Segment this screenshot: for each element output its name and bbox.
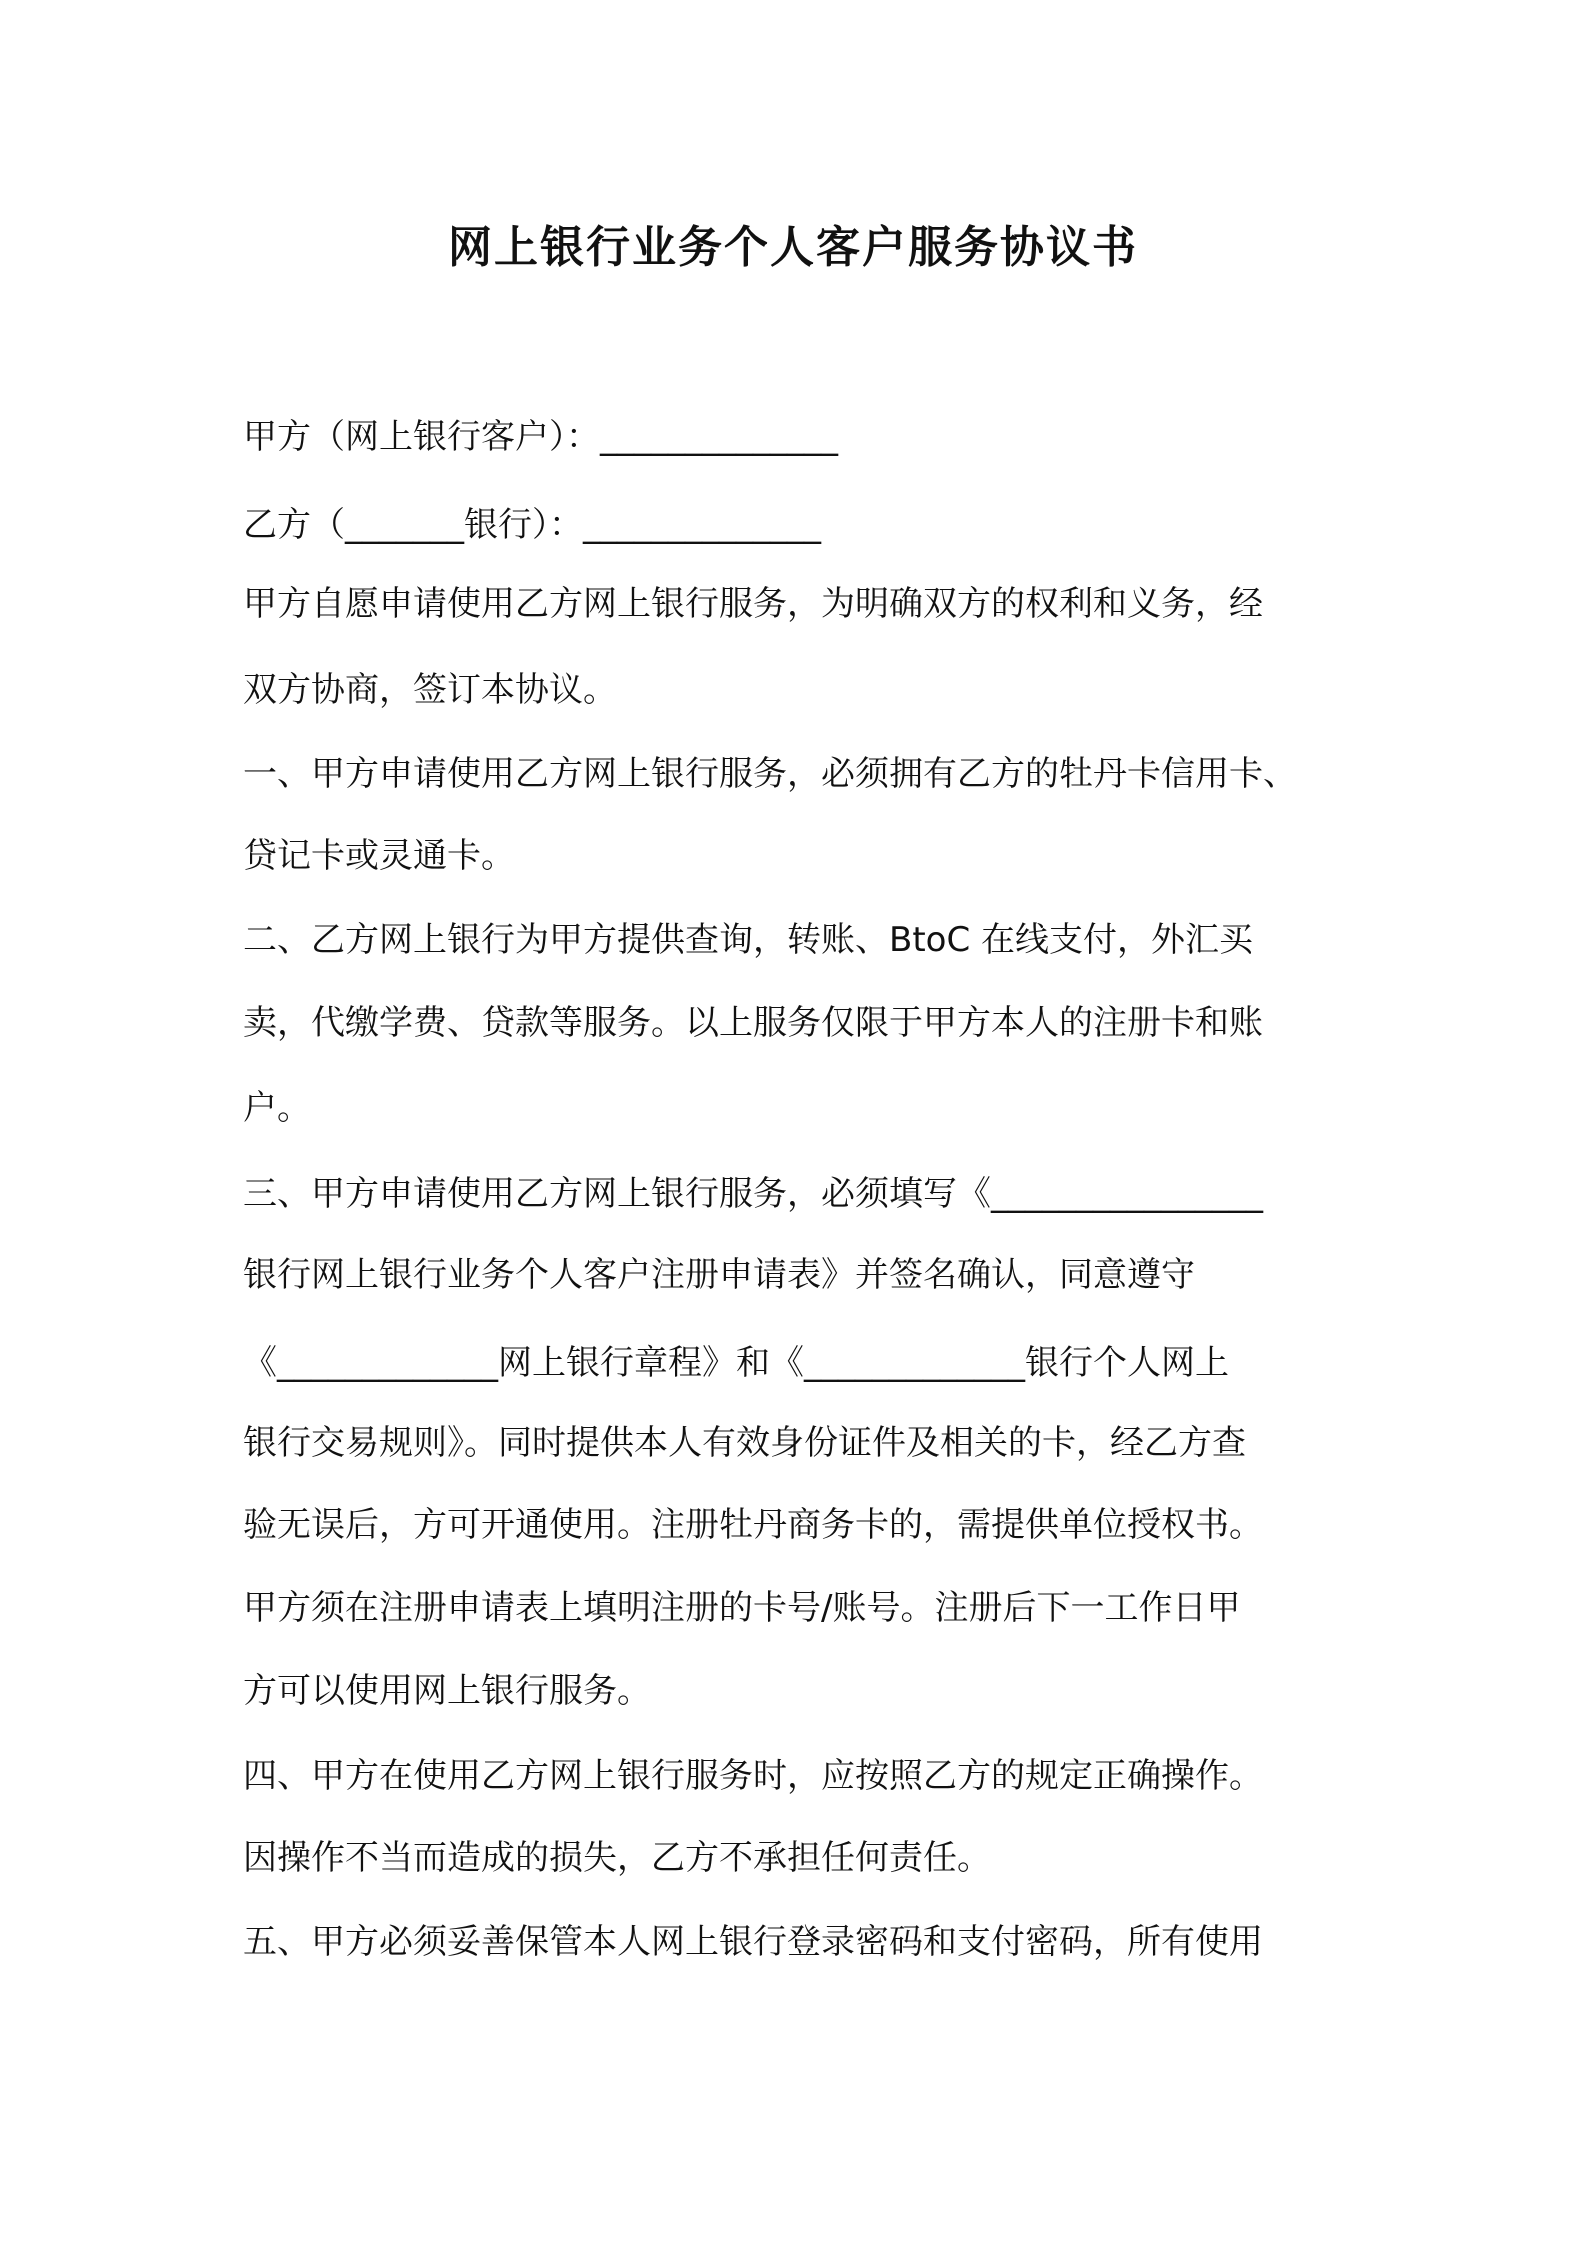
party-a-line: 甲方（网上银行客户）：______________ bbox=[243, 417, 838, 457]
clause-3-line: 验无误后，方可开通使用。注册牡丹商务卡的，需提供单位授权书。 bbox=[243, 1505, 1263, 1545]
clause-2-line: 户。 bbox=[243, 1088, 311, 1128]
clause-1-line: 贷记卡或灵通卡。 bbox=[243, 836, 515, 876]
intro-line: 甲方自愿申请使用乙方网上银行服务，为明确双方的权利和义务，经 bbox=[243, 584, 1263, 624]
clause-3-line: 《_____________网上银行章程》和《_____________银行个人网上 bbox=[243, 1343, 1229, 1383]
clause-4-line: 四、甲方在使用乙方网上银行服务时，应按照乙方的规定正确操作。 bbox=[243, 1756, 1263, 1796]
intro-line: 双方协商，签订本协议。 bbox=[243, 670, 617, 710]
clause-3-line: 三、甲方申请使用乙方网上银行服务，必须填写《________________ bbox=[243, 1174, 1263, 1214]
clause-2-line: 卖，代缴学费、贷款等服务。以上服务仅限于甲方本人的注册卡和账 bbox=[243, 1003, 1263, 1043]
clause-3-line: 甲方须在注册申请表上填明注册的卡号/账号。注册后下一工作日甲 bbox=[243, 1588, 1241, 1628]
document-title: 网上银行业务个人客户服务协议书 bbox=[448, 222, 1138, 273]
clause-5-line: 五、甲方必须妥善保管本人网上银行登录密码和支付密码，所有使用 bbox=[243, 1922, 1263, 1962]
clause-4-line: 因操作不当而造成的损失，乙方不承担任何责任。 bbox=[243, 1838, 991, 1878]
clause-3-line: 银行网上银行业务个人客户注册申请表》并签名确认，同意遵守 bbox=[243, 1255, 1195, 1295]
clause-3-line: 银行交易规则》。同时提供本人有效身份证件及相关的卡，经乙方查 bbox=[243, 1423, 1246, 1463]
clause-1-line: 一、甲方申请使用乙方网上银行服务，必须拥有乙方的牡丹卡信用卡、 bbox=[243, 754, 1297, 794]
clause-3-line: 方可以使用网上银行服务。 bbox=[243, 1671, 651, 1711]
clause-2-line: 二、乙方网上银行为甲方提供查询，转账、BtoC 在线支付，外汇买 bbox=[243, 920, 1254, 960]
party-b-line: 乙方（_______银行）：______________ bbox=[243, 505, 821, 545]
